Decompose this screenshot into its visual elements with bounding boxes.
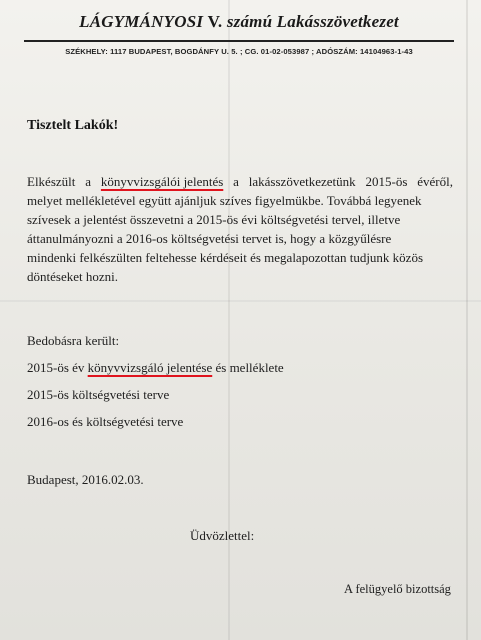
body-line <box>27 210 453 229</box>
body-word: 2015-ös <box>365 174 408 189</box>
body-line-text: mindenki felkészülten feltehesse kérdéseit és megalapozottan tudjunk közös <box>27 250 424 265</box>
place-and-date: Budapest, 2016.02.03. <box>27 472 144 487</box>
highlighted-phrase: könyvvizsgáló jelentése <box>87 360 213 375</box>
body-line <box>27 191 453 210</box>
attachments-intro: Bedobásra került: <box>27 333 120 348</box>
paper-fold-horizontal <box>0 300 481 302</box>
organization-name-part: LÁGYMÁNYOSI <box>79 12 208 31</box>
body-line-text: áttanulmányozni a 2016-os költségvetési tervet is, hogy a közgyűlésre <box>27 231 392 246</box>
body-line <box>27 248 453 267</box>
attachment-text: 2015-ös év <box>27 360 88 375</box>
body-line <box>27 267 453 286</box>
body-line-text: döntéseket hozni. <box>27 269 118 284</box>
closing-greeting: Üdvözlettel: <box>190 528 255 543</box>
body-line <box>27 172 453 191</box>
organization-name-part: V. <box>207 12 223 31</box>
organization-details: SZÉKHELY: 1117 BUDAPEST, BOGDÁNFY U. 5. ; CG. 01-02-053987 ; ADÓSZÁM: 14104963-1-43 <box>65 47 413 56</box>
body-word: a <box>233 174 239 189</box>
highlighted-phrase: könyvvizsgálói jelentés <box>100 174 224 189</box>
body-line-text: melyet mellékletével együtt ajánljuk szíves figyelmükbe. Továbbá legyenek <box>27 193 422 208</box>
organization-name <box>24 12 454 42</box>
paper-fold-edge <box>466 0 468 640</box>
attachments-list <box>27 360 284 441</box>
letterhead <box>24 12 454 56</box>
attachment-item <box>27 360 284 387</box>
salutation: Tisztelt Lakók! <box>27 118 119 133</box>
body-word: a <box>85 174 92 189</box>
body-word: évéről, <box>417 174 453 189</box>
attachment-item: 2016-os és költségvetési terve <box>27 414 184 429</box>
organization-name-part: számú Lakásszövetkezet <box>222 12 399 31</box>
paper-fold-vertical <box>228 0 230 640</box>
body-line-text: szívesek a jelentést összevetni a 2015-ös évi költségvetési tervel, illetve <box>27 212 401 227</box>
body-word: Elkészült <box>27 174 76 189</box>
attachment-text: és melléklete <box>212 360 284 375</box>
letter-body <box>27 172 453 286</box>
body-word: lakásszövetkezetünk <box>248 174 356 189</box>
body-line <box>27 229 453 248</box>
signature-block: A felügyelő bizottság <box>344 582 451 596</box>
attachment-item: 2015-ös költségvetési terve <box>27 387 170 402</box>
